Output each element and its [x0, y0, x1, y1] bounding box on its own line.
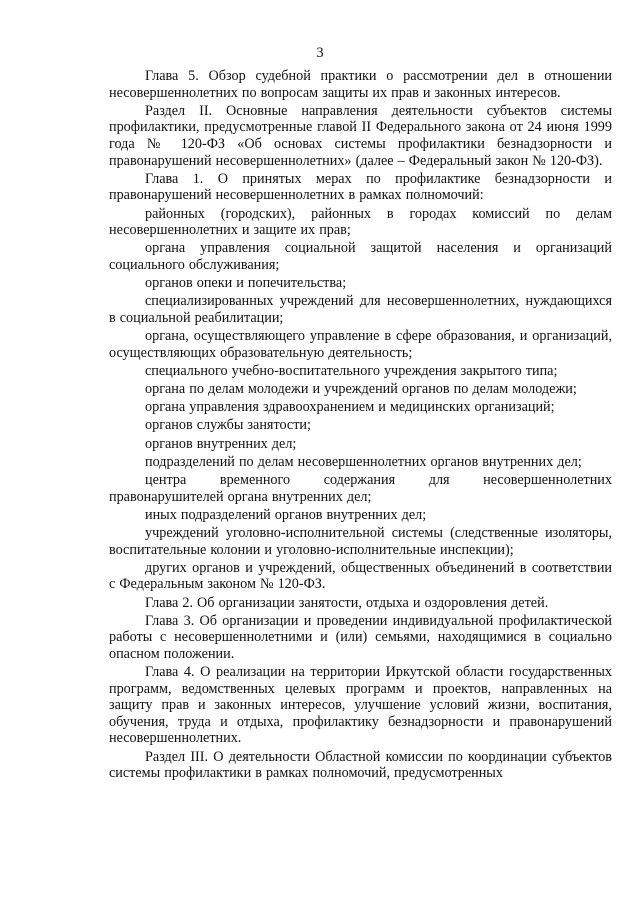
paragraph-chapter-4: Глава 4. О реализации на территории Иркутской области государственных программ, ведомственных целевых программ и проектов, направленных на защиту прав и законных интересов, улучшение условий жизни, воспитания, обучения, труда и отдыха, профилактику безнадзорности и правонарушений несовершеннолетних. [109, 664, 612, 747]
paragraph-chapter-1: Глава 1. О принятых мерах по профилактике безнадзорности и правонарушений несовершеннолетних в рамках полномочий: [109, 170, 612, 204]
list-item: иных подразделений органов внутренних дел; [145, 506, 427, 523]
list-item: специального учебно-воспитательного учреждения закрытого типа; [145, 362, 558, 379]
list-item: учреждений уголовно-исполнительной системы (следственные изоляторы, воспитательные колонии и уголовно-исполнительные инспекции); [109, 524, 612, 558]
list-item: органов службы занятости; [145, 417, 311, 434]
list-item: подразделений по делам несовершеннолетних органов внутренних дел; [145, 453, 582, 470]
paragraph-chapter-5: Глава 5. Обзор судебной практики о рассмотрении дел в отношении несовершеннолетних по вопросам защиты их прав и законных интересов. [109, 68, 612, 101]
list-item: органов опеки и попечительства; [145, 275, 347, 292]
list-item: специализированных учреждений для несовершеннолетних, нуждающихся в социальной реабилитации; [109, 293, 612, 326]
list-item: органов внутренних дел; [145, 435, 297, 452]
list-item: центра временного содержания для несовершеннолетних правонарушителей органа внутренних дел; [109, 471, 612, 505]
page-number: 3 [316, 45, 324, 61]
list-item: других органов и учреждений, общественных объединений в соответствии с Федеральным законом № 120-ФЗ. [109, 559, 612, 593]
list-item: органа, осуществляющего управление в сфере образования, и организаций, осуществляющих образовательную деятельность; [109, 328, 612, 361]
paragraph-chapter-2: Глава 2. Об организации занятости, отдыха и оздоровления детей. [145, 594, 549, 611]
document-body [109, 68, 612, 782]
paragraph-section-3: Раздел III. О деятельности Областной комиссии по координации субъектов системы профилактики в рамках полномочий, предусмотренных [109, 748, 612, 782]
list-item: органа управления здравоохранением и медицинских организаций; [145, 399, 555, 416]
list-item: органа управления социальной защитой населения и организаций социального обслуживания; [109, 240, 612, 273]
paragraph-chapter-3: Глава 3. Об организации и проведении индивидуальной профилактической работы с несовершеннолетними и (или) семьями, находящимися в социально опасном положении. [109, 612, 612, 662]
paragraph-section-2: Раздел II. Основные направления деятельности субъектов системы профилактики, предусмотренные главой II Федерального закона от 24 июня 1999 года № 120-ФЗ «Об основах системы профилактики безнадзорности и правонарушений несовершеннолетних» (далее – Федеральный закон № 120-ФЗ). [109, 102, 612, 169]
list-item: районных (городских), районных в городах комиссий по делам несовершеннолетних и защите их прав; [109, 205, 612, 239]
list-item: органа по делам молодежи и учреждений органов по делам молодежи; [145, 381, 577, 398]
